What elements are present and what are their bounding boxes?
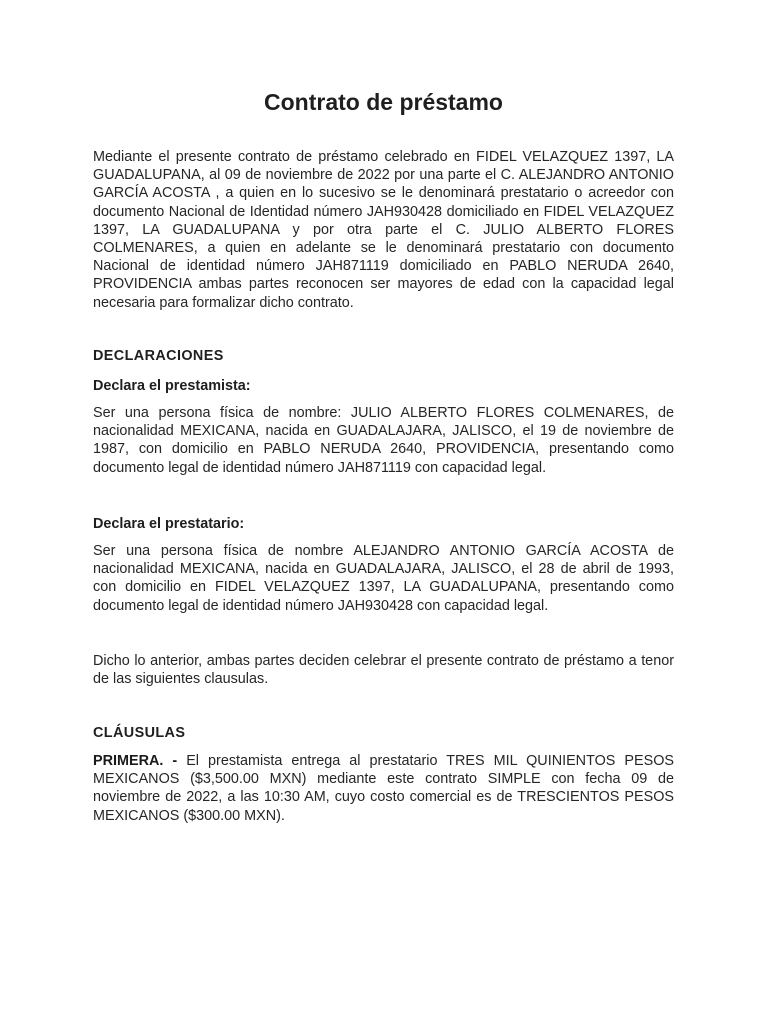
document-title: Contrato de préstamo bbox=[264, 89, 503, 115]
primera-label: PRIMERA. - bbox=[93, 753, 178, 769]
declaraciones-heading: DECLARACIONES bbox=[93, 348, 224, 364]
prestatario-paragraph: Ser una persona física de nombre ALEJANDRO ANTONIO GARCÍA ACOSTA de nacionalidad MEXICANA, nacida en GUADALAJARA, JALISCO, el 28 de abril de 1993, con domicilio en FIDEL VELAZQUEZ 1397, LA GUADALUPANA, presentando como documento legal de identidad número JAH930428 con capacidad legal. bbox=[93, 543, 674, 614]
prestamista-heading: Declara el prestamista: bbox=[93, 378, 251, 394]
intro-paragraph: Mediante el presente contrato de préstamo celebrado en FIDEL VELAZQUEZ 1397, LA GUADALUPANA, al 09 de noviembre de 2022 por una parte el C. ALEJANDRO ANTONIO GARCÍA ACOSTA , a quien en lo sucesivo se le denominará prestatario o acreedor con documento Nacional de Identidad número JAH930428 domiciliado en FIDEL VELAZQUEZ 1397, LA GUADALUPANA y por otra parte el C. JULIO ALBERTO FLORES COLMENARES, a quien en adelante se le denominará prestatario con documento Nacional de identidad número JAH871119 domiciliado en PABLO NERUDA 2640, PROVIDENCIA ambas partes reconocen ser mayores de edad con la capacidad legal necesaria para formalizar dicho contrato. bbox=[93, 149, 674, 311]
primera-text: El prestamista entrega al prestatario TRES MIL QUINIENTOS PESOS MEXICANOS ($3,500.00 MXN) mediante este contrato SIMPLE con fecha 09 de noviembre de 2022, a las 10:30 AM, cuyo costo comercial es de TRESCIENTOS PESOS MEXICANOS ($300.00 MXN). bbox=[93, 753, 675, 824]
clausulas-heading: CLÁUSULAS bbox=[93, 725, 186, 741]
primera-clause bbox=[93, 752, 674, 825]
prestatario-heading: Declara el prestatario: bbox=[93, 516, 245, 532]
prestamista-paragraph: Ser una persona física de nombre: JULIO ALBERTO FLORES COLMENARES, de nacionalidad MEXICANA, nacida en GUADALAJARA, JALISCO, el 19 de noviembre de 1987, con domicilio en PABLO NERUDA 2640, PROVIDENCIA, presentando como documento legal de identidad número JAH871119 con capacidad legal. bbox=[93, 405, 674, 476]
dicho-paragraph: Dicho lo anterior, ambas partes deciden celebrar el presente contrato de préstamo a tenor de las siguientes clausulas. bbox=[93, 653, 674, 688]
